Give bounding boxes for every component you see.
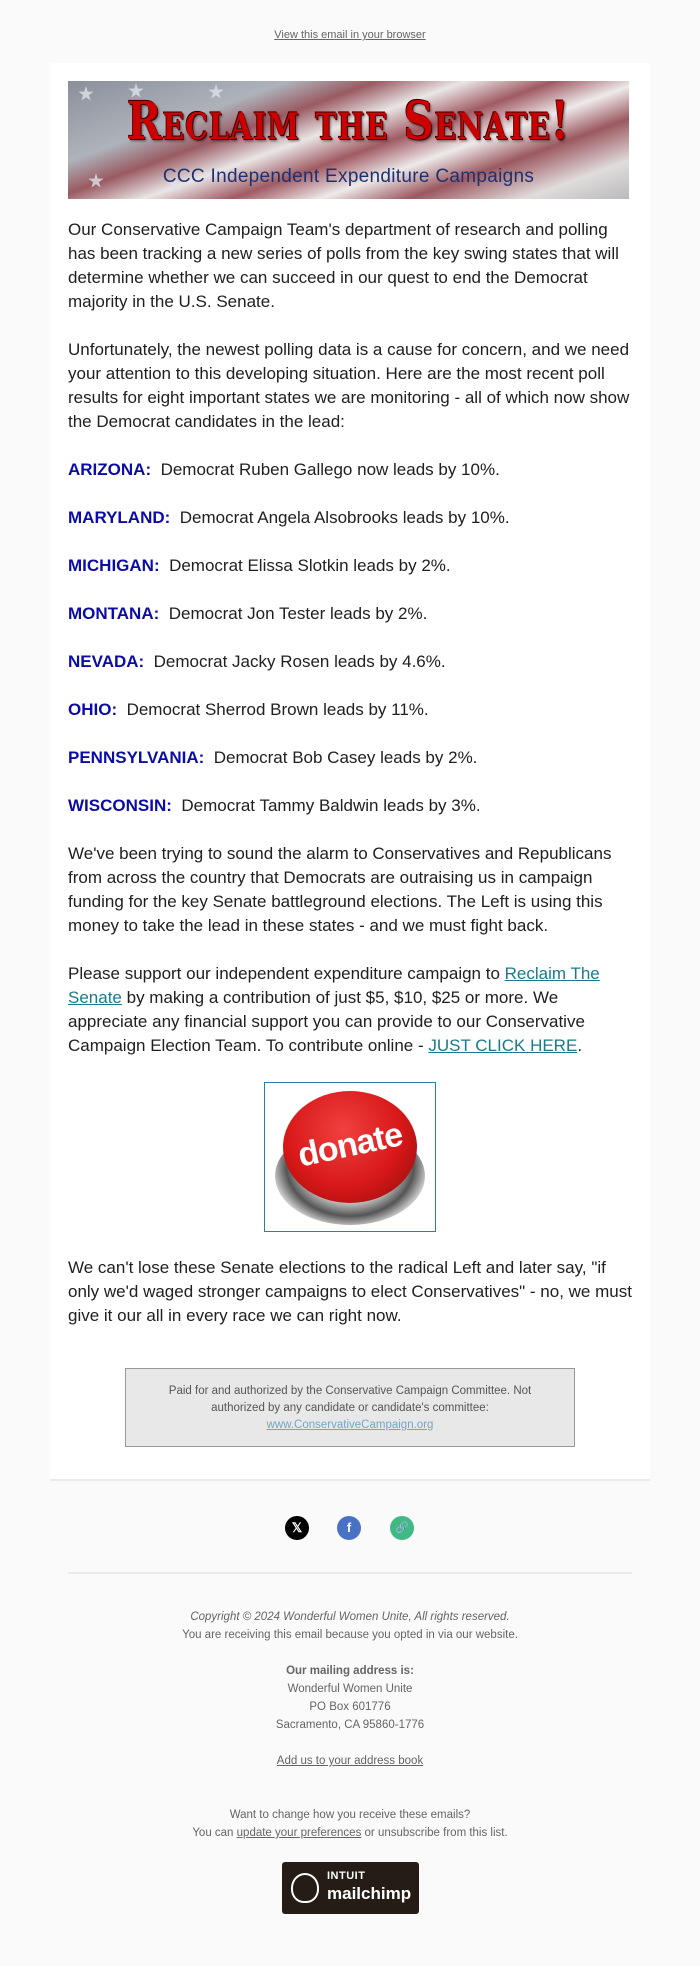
state-name: MARYLAND: — [68, 508, 171, 527]
email-card — [50, 63, 650, 1481]
poll-result-item — [68, 554, 632, 578]
mailchimp-badge[interactable] — [282, 1862, 419, 1914]
disclaimer-text: Paid for and authorized by the Conservative Campaign Committee. Not authorized by any candidate or candidate's committee: — [168, 1385, 532, 1414]
conservative-campaign-link[interactable]: www.ConservativeCampaign.org — [266, 1419, 434, 1431]
donate-label: donate — [294, 1115, 406, 1175]
state-name: PENNSYLVANIA: — [68, 748, 205, 767]
poll-result-text: Democrat Bob Casey leads by 2%. — [213, 748, 478, 767]
poll-result-item — [68, 602, 632, 626]
poll-result-item — [68, 698, 632, 722]
preferences-line — [0, 1824, 700, 1842]
state-name: WISCONSIN: — [68, 796, 172, 815]
poll-result-text: Democrat Jon Tester leads by 2%. — [168, 604, 428, 623]
poll-result-text: Democrat Jacky Rosen leads by 4.6%. — [153, 652, 446, 671]
email-body — [68, 218, 632, 1328]
mailchimp-freddie-icon — [291, 1873, 319, 1903]
address-line: Wonderful Women Unite — [287, 1683, 413, 1695]
alarm-paragraph: We've been trying to sound the alarm to Conservatives and Republicans from across the country that Democrats are outraising us in campaign funding for the key Senate battleground elections. The Left is using this money to take the lead in these states - and we must fight back. — [68, 844, 612, 935]
poll-result-text: Democrat Sherrod Brown leads by 11%. — [126, 700, 429, 719]
poll-result-item — [68, 746, 632, 770]
just-click-here-link[interactable]: JUST CLICK HERE — [428, 1036, 578, 1055]
star-icon — [78, 86, 94, 102]
support-text: . — [577, 1036, 583, 1055]
donate-button-top — [283, 1091, 417, 1203]
view-in-browser-link[interactable]: View this email in your browser — [274, 29, 426, 41]
mailchimp-text: mailchimp — [327, 1884, 412, 1903]
banner-title: Reclaim the Senate! — [127, 91, 570, 152]
copyright: Copyright © 2024 Wonderful Women Unite, All rights reserved. — [190, 1611, 510, 1623]
link-icon[interactable]: 🔗 — [390, 1516, 414, 1540]
footer — [0, 1608, 700, 1842]
state-name: MONTANA: — [68, 604, 160, 623]
opt-in-reason: You are receiving this email because you opted in via our website. — [182, 1629, 518, 1641]
support-text: Please support our independent expenditure campaign to — [68, 964, 505, 983]
x-twitter-icon[interactable]: 𝕏 — [285, 1516, 309, 1540]
support-text: by making a contribution of just $5, $10, $25 or more. We appreciate any financial support you can provide to our Conservative Campaign Election Team. To contribute online - — [68, 988, 585, 1055]
address-heading: Our mailing address is: — [286, 1665, 414, 1677]
poll-result-item — [68, 458, 632, 482]
banner-subtitle: CCC Independent Expenditure Campaigns — [162, 166, 535, 187]
change-prefs-text: Want to change how you receive these emails? — [229, 1809, 471, 1821]
closing-paragraph: We can't lose these Senate elections to the radical Left and later say, "if only we'd waged stronger campaigns to elect Conservatives" - no, we must give it our all in every race we can right now. — [68, 1258, 632, 1325]
you-can-text: You can — [192, 1827, 237, 1839]
poll-result-item — [68, 650, 632, 674]
reclaim-senate-banner — [68, 81, 629, 199]
preheader — [0, 0, 700, 63]
donate-image-wrap — [68, 1082, 632, 1232]
state-name: MICHIGAN: — [68, 556, 160, 575]
poll-result-item — [68, 794, 632, 818]
facebook-icon[interactable]: f — [337, 1516, 361, 1540]
poll-result-item — [68, 506, 632, 530]
update-preferences-link[interactable]: update your preferences — [236, 1827, 362, 1839]
social-links — [0, 1516, 700, 1540]
mailchimp-badge-wrap — [0, 1862, 700, 1914]
donate-button-image[interactable] — [264, 1082, 436, 1232]
poll-result-text: Democrat Ruben Gallego now leads by 10%. — [160, 460, 500, 479]
poll-result-text: Democrat Tammy Baldwin leads by 3%. — [181, 796, 481, 815]
address-line: PO Box 601776 — [309, 1701, 391, 1713]
poll-result-text: Democrat Elissa Slotkin leads by 2%. — [169, 556, 451, 575]
state-name: ARIZONA: — [68, 460, 152, 479]
address-line: Sacramento, CA 95860-1776 — [275, 1719, 425, 1731]
state-name: OHIO: — [68, 700, 118, 719]
poll-result-text: Democrat Angela Alsobrooks leads by 10%. — [179, 508, 510, 527]
add-to-address-book-link[interactable]: Add us to your address book — [276, 1755, 424, 1767]
support-paragraph — [68, 962, 632, 1058]
reclaim-the-senate-link[interactable]: Reclaim The Senate — [68, 964, 600, 1007]
poll-results-list — [68, 458, 632, 818]
state-name: NEVADA: — [68, 652, 145, 671]
mailchimp-intuit-text: INTUIT — [327, 1870, 366, 1882]
intro-paragraph: Our Conservative Campaign Team's department of research and polling has been tracking a new series of polls from the key swing states that will determine whether we can succeed in our quest to end the Democrat majority in the U.S. Senate. — [68, 220, 619, 311]
unsubscribe-text: or unsubscribe from this list. — [361, 1827, 508, 1839]
concern-paragraph: Unfortunately, the newest polling data is a cause for concern, and we need your attention to this developing situation. Here are the most recent poll results for eight important states we are monitoring - all of which now show the Democrat candidates in the lead: — [68, 340, 630, 431]
footer-divider — [68, 1572, 632, 1574]
paid-for-disclaimer — [125, 1368, 575, 1447]
